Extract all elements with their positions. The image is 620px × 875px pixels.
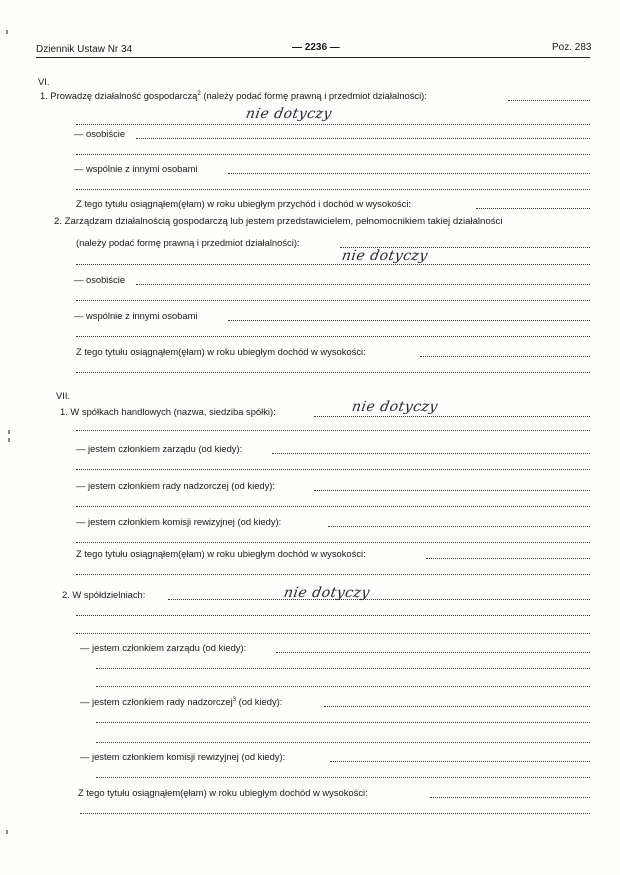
vii-1-label: 1. W spółkach handlowych (nazwa, siedziba spółki): — [60, 406, 276, 417]
vii-2-line — [96, 686, 590, 687]
vi-1-income: Z tego tytułu osiągnąłem(ęłam) w roku ubiegłym przychód i dochód w wysokości: — [76, 198, 412, 209]
header-rule — [36, 57, 590, 58]
vii-2-zarzad-dots — [276, 652, 590, 653]
vii-2-line — [80, 813, 590, 814]
vi-2-income-dots — [420, 356, 590, 357]
vii-1-komisja-dots — [328, 526, 590, 527]
vi-1-income-dots — [476, 208, 590, 209]
vii-1-line — [76, 469, 590, 470]
vi-1-line — [76, 189, 590, 190]
vii-1-handwritten: nie dotyczy — [350, 399, 440, 415]
vi-2-wspolnie: — wspólnie z innymi osobami — [74, 310, 198, 321]
vi-1-osobiscie: — osobiście — [74, 128, 126, 139]
vii-1-line — [76, 574, 590, 575]
vii-1-komisja: — jestem członkiem komisji rewizyjnej (od kiedy): — [76, 516, 282, 527]
vii-2-zarzad: — jestem członkiem zarządu (od kiedy): — [80, 642, 247, 653]
vii-1-line — [76, 430, 590, 431]
vii-2-income: Z tego tytułu osiągnąłem(ęłam) w roku ubiegłym dochód w wysokości: — [78, 787, 368, 798]
vii-2-line — [96, 668, 590, 669]
vii-2-rada: — jestem członkiem rady nadzorczej$^3$ (od kiedy): — [80, 696, 283, 707]
vii-2-line — [96, 742, 590, 743]
vi-2-income: Z tego tytułu osiągnąłem(ęłam) w roku ubiegłym dochód w wysokości: — [76, 346, 366, 357]
vi-2-line — [76, 372, 590, 373]
vii-2-label: 2. W spółdzielniach: — [62, 589, 146, 600]
vii-1-line — [76, 542, 590, 543]
page-number: — 2236 — — [292, 42, 340, 53]
vii-1-dots — [314, 416, 590, 417]
vi-1-wspolnie: — wspólnie z innymi osobami — [74, 163, 198, 174]
scan-speck — [8, 438, 10, 442]
vii-2-komisja: — jestem członkiem komisji rewizyjnej (od kiedy): — [80, 751, 286, 762]
vii-1-zarzad-dots — [272, 453, 590, 454]
vii-2-income-dots — [430, 797, 590, 798]
vi-1-handwritten: nie dotyczy — [244, 106, 334, 122]
vii-1-line — [76, 506, 590, 507]
vii-1-zarzad: — jestem członkiem zarządu (od kiedy): — [76, 443, 243, 454]
vi-2-label: 2. Zarządzam działalnością gospodarczą lub jestem przedstawicielem, pełnomocnikiem takiej działalności — [54, 216, 503, 227]
vii-2-line — [76, 615, 590, 616]
vii-1-income-dots — [426, 558, 590, 559]
vii-2-komisja-dots — [330, 761, 590, 762]
vii-1-rada-dots — [314, 490, 590, 491]
vii-2-rada-dots — [324, 706, 590, 707]
vii-1-income: Z tego tytułu osiągnąłem(ęłam) w roku ubiegłym dochód w wysokości: — [76, 548, 366, 559]
vii-2-line — [96, 777, 590, 778]
vi-1-osobiscie-dots — [136, 138, 590, 139]
vi-2-line — [76, 300, 590, 301]
vi-1-line — [76, 124, 590, 125]
vi-2-label-cont: (należy podać formę prawną i przedmiot działalności): — [76, 237, 300, 248]
vi-2-handwritten: nie dotyczy — [340, 248, 430, 264]
vi-2-wspolnie-dots — [228, 320, 590, 321]
vii-2-dots — [168, 599, 590, 600]
vi-2-osobiscie: — osobiście — [74, 274, 126, 285]
vi-1-wspolnie-dots — [228, 173, 590, 174]
vi-1-label: 1. Prowadzę działalność gospodarczą$^2$ (należy podać formę prawną i przedmiot działalności): — [40, 90, 427, 101]
vii-2-handwritten: nie dotyczy — [282, 585, 372, 601]
section-vii-numeral: VII. — [56, 390, 71, 401]
vi-2-line — [76, 336, 590, 337]
vii-2-line — [96, 722, 590, 723]
scan-speck — [6, 30, 8, 34]
scan-speck — [8, 430, 10, 434]
vi-2-line — [76, 264, 590, 265]
position-number: Poz. 283 — [552, 42, 592, 53]
vi-1-dots — [508, 100, 590, 101]
scan-speck — [6, 830, 8, 834]
vi-1-line — [76, 154, 590, 155]
journal-title: Dziennik Ustaw Nr 34 — [36, 44, 133, 55]
vii-1-rada: — jestem członkiem rady nadzorczej (od kiedy): — [76, 480, 276, 491]
section-vi-numeral: VI. — [38, 76, 50, 87]
vii-2-line — [76, 633, 590, 634]
vi-2-osobiscie-dots — [136, 284, 590, 285]
